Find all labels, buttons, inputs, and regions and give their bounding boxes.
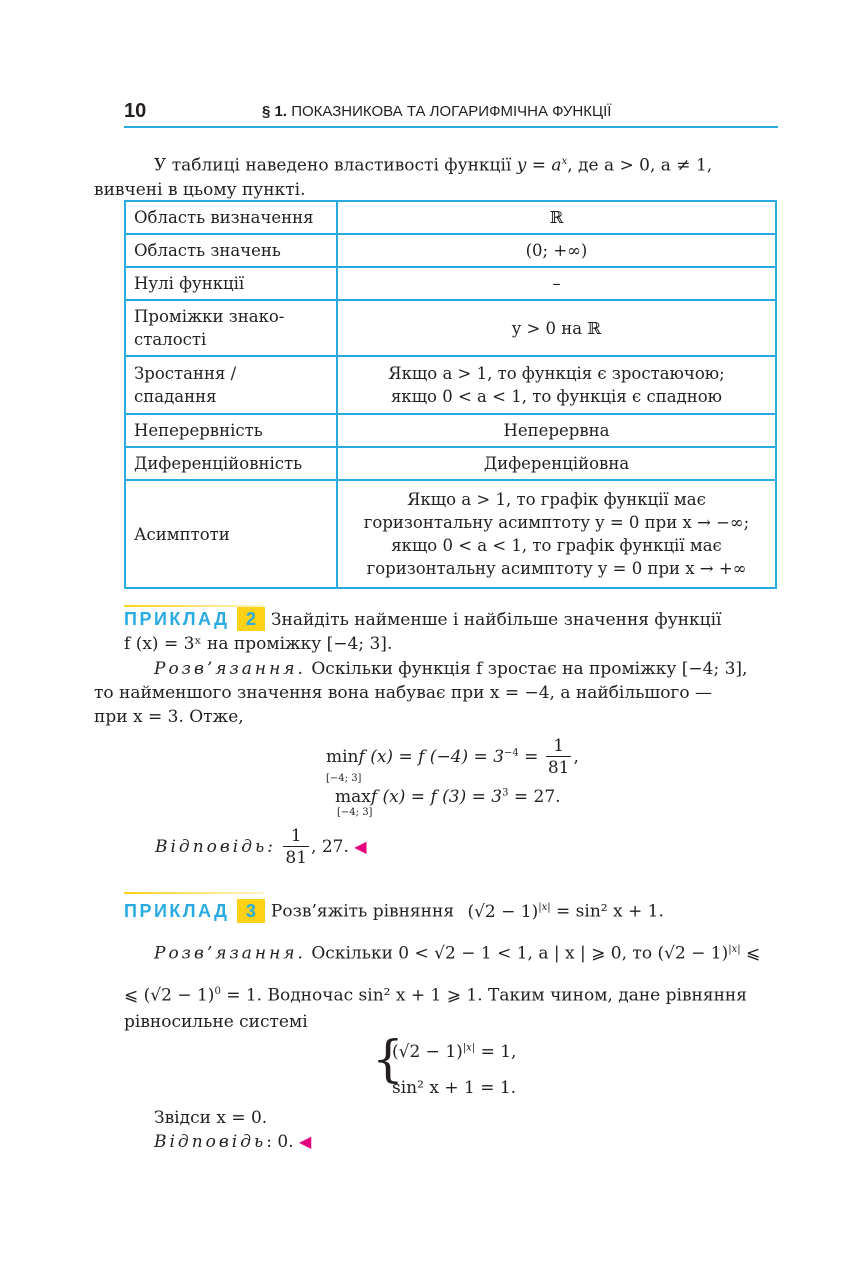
system-line-1-tail: = 1, [475,1042,517,1062]
example-3-sol-line2-b: = 1. Водночас sin² x + 1 ⩾ 1. Таким чином, дане рівняння [220,985,747,1006]
property-value: – [337,267,776,300]
min-fraction-den: 81 [547,758,570,778]
example-2-solution [94,657,778,729]
property-label: Диференційовність [125,447,337,480]
example-3-equation-tail: = sin² x + 1. [550,901,664,922]
example-3-solution-word: Розв’язання. [154,943,306,964]
example-2-solution-line3: при x = 3. Отже, [94,707,244,727]
property-value: ℝ [337,201,776,234]
max-exponent: 3 [502,787,509,799]
intro-line2: вивчені в цьому пункті. [94,179,306,200]
min-fraction [546,736,572,779]
running-title [262,103,611,120]
system-brace: { [372,1030,404,1088]
properties-table [124,200,777,589]
intro-condition: , де a > 0, a ≠ 1, [567,155,713,176]
table-row [125,300,776,356]
example-3-equation: (√2 − 1) [467,901,539,922]
property-label: Неперервність [125,414,337,447]
intro-function-exponent: x [561,156,568,167]
max-tail: = 27. [508,787,561,807]
max-interval: [−4; 3] [337,807,373,818]
property-value: Якщо a > 1, то графік функції має горизонтальну асимптоту y = 0 при x → −∞; якщо 0 < a < 1, то графік функції має горизонтальну асимптоту y = 0 при x → +∞ [337,480,776,588]
property-label: Зростання / спадання [125,356,337,414]
min-equals: = [518,747,544,767]
property-value: (0; +∞) [337,234,776,267]
page-number: 10 [124,100,147,122]
table-row [125,480,776,588]
section-title: ПОКАЗНИКОВА ТА ЛОГАРИФМІЧНА ФУНКЦІЇ [291,103,612,120]
min-expression: f (x) = f (−4) = 3 [358,747,505,767]
table-row [125,234,776,267]
example-3-answer-tail: : 0. [266,1132,294,1152]
system-line-1-exp: |x| [462,1042,476,1054]
table-row [125,267,776,300]
property-label: Область значень [125,234,337,267]
example-2-heading [124,607,778,656]
system-line-1 [392,1042,516,1062]
example-3-label: ПРИКЛАД [124,900,230,921]
running-header [124,96,778,128]
min-exponent: −4 [504,747,519,759]
max-operator: max [335,787,371,807]
property-value: Неперервна [337,414,776,447]
example-3-task: Розв’яжіть рівняння [270,901,455,922]
example-2-task-line2: f (x) = 3ˣ на проміжку [−4; 3]. [124,634,393,654]
example-2-task-line1: Знайдіть найменше і найбільше значення функції [270,610,722,630]
example-3-answer-word: Відповідь [154,1132,267,1152]
end-of-solution-marker: ◀ [354,837,367,856]
table-row [125,201,776,234]
property-value: Диференційовна [337,447,776,480]
example-3-sol-line1-a: Оскільки 0 < √2 − 1 < 1, а | x | ⩾ 0, то (√2 − 1) [305,943,729,964]
table-row [125,356,776,414]
example-3-number: 3 [237,899,265,923]
table-row [125,447,776,480]
property-value: Якщо a > 1, то функція є зростаючою; якщо 0 < a < 1, то функція є спадною [337,356,776,414]
example-3-equation-exp: |x| [538,902,551,913]
example-2-solution-line1: Оскільки функція f зростає на проміжку [−4; 3], [305,659,748,679]
header-rule [124,126,778,128]
example-3-sol-line2-exp: 0 [214,986,221,997]
min-interval: [−4; 3] [326,773,362,784]
example-2-solution-line2: то найменшого значення вона набуває при x = −4, а найбільшого — [94,683,712,703]
table-row [125,414,776,447]
section-mark: § 1. [262,103,288,120]
example-2-solution-word: Розв’язання. [154,659,306,679]
example-3-sol-line1-exp: |x| [728,944,741,955]
answer-fraction [283,826,309,869]
intro-text: У таблиці наведено властивості функції [154,155,517,176]
min-formula: min [−4; 3] f (x) = f $(-4) = 3^{-4}$ = $\frac{1}{81}$ , [326,736,579,784]
property-label: Проміжки знако- сталості [125,300,337,356]
property-label: Область визначення [125,201,337,234]
example-3-solution-line1 [124,938,778,966]
property-value: y > 0 на ℝ [337,300,776,356]
example-2-number: 2 [237,607,265,631]
system-line-2: sin² x + 1 = 1. [392,1078,517,1098]
example-3-solution-line3: рівносильне системі [124,1012,308,1032]
answer-fraction-num: 1 [290,826,302,846]
example-3-heading [124,896,778,924]
example-2-answer-word: Відповідь: [155,837,276,857]
example-2-answer [155,826,367,869]
max-expression: f (x) = f (3) = 3 [370,787,503,807]
example-3-sol-line1-b: ⩽ [740,943,761,964]
example-3-rule [124,892,264,894]
property-label: Асимптоти [125,480,337,588]
example-2-answer-tail: , 27. [311,837,349,857]
example-3-solution-line2 [124,980,778,1008]
example-3-answer [124,1130,778,1154]
min-operator: min [326,747,359,767]
property-label: Нулі функції [125,267,337,300]
system-line-1-base: (√2 − 1) [392,1042,463,1062]
answer-fraction-den: 81 [285,848,308,868]
end-of-solution-marker: ◀ [299,1132,312,1151]
intro-function: y = a [516,155,562,176]
example-3-conclusion: Звідси x = 0. [154,1108,268,1128]
min-fraction-num: 1 [553,736,565,756]
max-formula [335,787,561,823]
intro-paragraph [94,150,778,202]
example-2-label: ПРИКЛАД [124,609,230,629]
example-3-sol-line2-a: ⩽ (√2 − 1) [124,985,215,1006]
